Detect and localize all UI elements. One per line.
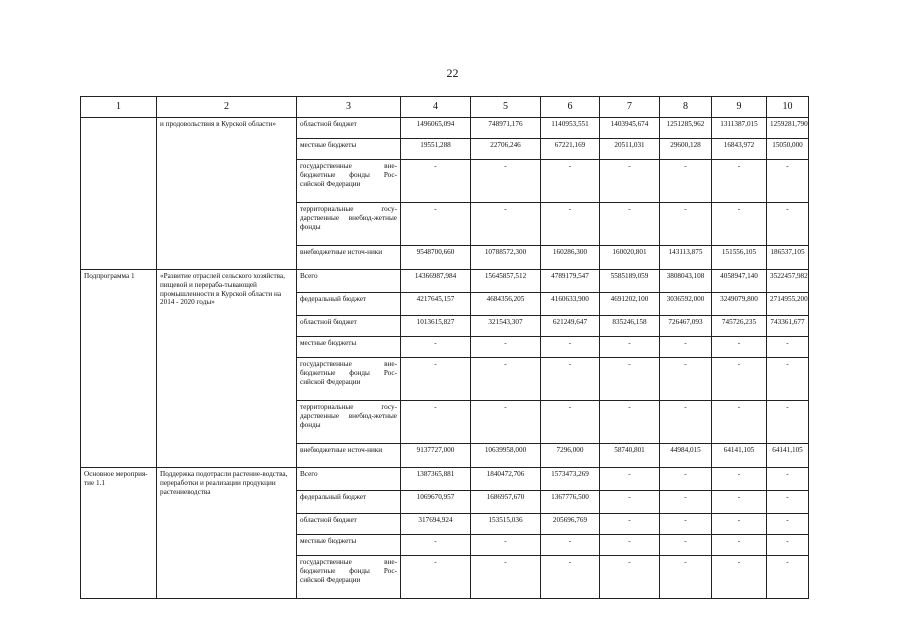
value-cell: 1013615,827 [401, 316, 471, 337]
value-cell: - [541, 401, 600, 444]
funding-source-cell: территориальные госу-дарственные внебюд-жетные фонды [297, 203, 401, 246]
value-cell: - [401, 401, 471, 444]
column-header: 1 [81, 97, 157, 118]
value-cell: - [600, 514, 660, 535]
value-cell: - [600, 556, 660, 599]
value-cell: 4217645,157 [401, 293, 471, 316]
program-name-cell: и продовольствия в Курской области» [157, 118, 297, 270]
column-header: 5 [471, 97, 541, 118]
value-cell: - [767, 401, 809, 444]
program-name-cell: «Развитие отраслей сельского хозяйства, пищевой и перераба-тывающей промышленности в Курской области на 2014 - 2020 годы» [157, 270, 297, 468]
value-cell: - [660, 401, 712, 444]
value-cell: - [660, 358, 712, 401]
value-cell: - [600, 535, 660, 556]
funding-source-cell: местные бюджеты [297, 139, 401, 160]
value-cell: - [660, 556, 712, 599]
value-cell: - [471, 556, 541, 599]
value-cell: 153515,036 [471, 514, 541, 535]
value-cell: - [401, 358, 471, 401]
value-cell: - [767, 535, 809, 556]
value-cell: 1251285,962 [660, 118, 712, 139]
page-number: 22 [446, 66, 459, 80]
value-cell: - [471, 358, 541, 401]
value-cell: - [767, 337, 809, 358]
value-cell: 4691202,100 [600, 293, 660, 316]
value-cell: 317694,924 [401, 514, 471, 535]
value-cell: 1686957,670 [471, 491, 541, 514]
value-cell: - [767, 358, 809, 401]
funding-source-cell: местные бюджеты [297, 337, 401, 358]
value-cell: - [600, 401, 660, 444]
value-cell: 64141,105 [712, 444, 767, 468]
value-cell: 20511,031 [600, 139, 660, 160]
value-cell: 160020,801 [600, 246, 660, 270]
value-cell: - [541, 337, 600, 358]
program-code-cell [81, 118, 157, 270]
value-cell: - [660, 337, 712, 358]
value-cell: - [660, 468, 712, 491]
value-cell: 9137727,000 [401, 444, 471, 468]
value-cell: 1403945,674 [600, 118, 660, 139]
value-cell: 621249,647 [541, 316, 600, 337]
value-cell: 16843,972 [712, 139, 767, 160]
value-cell: - [660, 203, 712, 246]
value-cell: - [471, 337, 541, 358]
value-cell: 186537,105 [767, 246, 809, 270]
funding-source-cell: местные бюджеты [297, 535, 401, 556]
value-cell: 1840472,706 [471, 468, 541, 491]
program-code-cell: Подпрограмма 1 [81, 270, 157, 468]
value-cell: 10788572,300 [471, 246, 541, 270]
value-cell: 67221,169 [541, 139, 600, 160]
value-cell: - [471, 160, 541, 203]
funding-source-cell: областной бюджет [297, 514, 401, 535]
value-cell: - [600, 491, 660, 514]
table-row [81, 270, 809, 293]
column-header: 4 [401, 97, 471, 118]
value-cell: 4058947,140 [712, 270, 767, 293]
value-cell: - [712, 337, 767, 358]
value-cell: 1367776,500 [541, 491, 600, 514]
value-cell: 3249079,800 [712, 293, 767, 316]
funding-source-cell: Всего [297, 270, 401, 293]
value-cell: - [401, 535, 471, 556]
value-cell: - [767, 491, 809, 514]
value-cell: - [660, 491, 712, 514]
table-row [81, 468, 809, 491]
value-cell: - [600, 160, 660, 203]
value-cell: 4160633,900 [541, 293, 600, 316]
value-cell: - [471, 401, 541, 444]
value-cell: 22706,246 [471, 139, 541, 160]
value-cell: - [600, 358, 660, 401]
value-cell: 726467,093 [660, 316, 712, 337]
value-cell: - [600, 337, 660, 358]
value-cell: 15050,000 [767, 139, 809, 160]
value-cell: - [541, 358, 600, 401]
funding-source-cell: государственные вне-бюджетные фонды Рос-сийской Федерации [297, 556, 401, 599]
value-cell: - [401, 556, 471, 599]
funding-source-cell: областной бюджет [297, 118, 401, 139]
funding-source-cell: внебюджетные источ-ники [297, 246, 401, 270]
value-cell: - [712, 556, 767, 599]
value-cell: - [660, 160, 712, 203]
value-cell: - [712, 514, 767, 535]
value-cell: 29600,128 [660, 139, 712, 160]
value-cell: 58740,801 [600, 444, 660, 468]
value-cell: - [712, 358, 767, 401]
column-header: 6 [541, 97, 600, 118]
value-cell: 143113,875 [660, 246, 712, 270]
value-cell: - [600, 203, 660, 246]
value-cell: 3036592,000 [660, 293, 712, 316]
value-cell: 3522457,982 [767, 270, 809, 293]
value-cell: 10639958,000 [471, 444, 541, 468]
funding-source-cell: областной бюджет [297, 316, 401, 337]
value-cell: 7296,000 [541, 444, 600, 468]
value-cell: - [767, 468, 809, 491]
value-cell: 14366987,984 [401, 270, 471, 293]
column-header: 9 [712, 97, 767, 118]
value-cell: 9548700,660 [401, 246, 471, 270]
value-cell: 160286,300 [541, 246, 600, 270]
funding-source-cell: федеральный бюджет [297, 491, 401, 514]
program-code-cell: Основное мероприя-тие 1.1 [81, 468, 157, 599]
value-cell: - [541, 535, 600, 556]
value-cell: - [712, 203, 767, 246]
table-body [81, 118, 809, 599]
value-cell: 745726,235 [712, 316, 767, 337]
header-row [81, 97, 809, 118]
value-cell: 151556,105 [712, 246, 767, 270]
value-cell: 2714955,200 [767, 293, 809, 316]
value-cell: - [712, 535, 767, 556]
column-header: 8 [660, 97, 712, 118]
column-header: 2 [157, 97, 297, 118]
column-header: 3 [297, 97, 401, 118]
value-cell: 1259281,790 [767, 118, 809, 139]
value-cell: 3808043,108 [660, 270, 712, 293]
value-cell: - [600, 468, 660, 491]
value-cell: - [401, 203, 471, 246]
value-cell: - [767, 160, 809, 203]
value-cell: - [541, 556, 600, 599]
table-row [81, 118, 809, 139]
value-cell: 1069670,957 [401, 491, 471, 514]
value-cell: - [541, 160, 600, 203]
value-cell: - [767, 203, 809, 246]
funding-source-cell: территориальные госу-дарственные внебюд-жетные фонды [297, 401, 401, 444]
budget-table [80, 96, 809, 599]
value-cell: 1573473,269 [541, 468, 600, 491]
value-cell: 1496065,094 [401, 118, 471, 139]
value-cell: 748971,176 [471, 118, 541, 139]
value-cell: 4789179,547 [541, 270, 600, 293]
value-cell: 1387365,881 [401, 468, 471, 491]
value-cell: 205696,769 [541, 514, 600, 535]
value-cell: - [712, 160, 767, 203]
value-cell: 64141,105 [767, 444, 809, 468]
value-cell: 321543,307 [471, 316, 541, 337]
program-name-cell: Поддержка подотрасли растение-водства, переработки и реализации продукции растениеводства [157, 468, 297, 599]
funding-source-cell: внебюджетные источ-ники [297, 444, 401, 468]
value-cell: - [660, 514, 712, 535]
value-cell: 1311387,015 [712, 118, 767, 139]
value-cell: 743361,677 [767, 316, 809, 337]
value-cell: - [471, 535, 541, 556]
value-cell: - [471, 203, 541, 246]
value-cell: - [401, 160, 471, 203]
value-cell: 4684356,205 [471, 293, 541, 316]
value-cell: - [712, 491, 767, 514]
funding-source-cell: государственные вне-бюджетные фонды Рос-сийской Федерации [297, 358, 401, 401]
funding-source-cell: государственные вне-бюджетные фонды Рос-сийской Федерации [297, 160, 401, 203]
value-cell: - [767, 556, 809, 599]
value-cell: - [767, 514, 809, 535]
value-cell: 19551,288 [401, 139, 471, 160]
funding-source-cell: федеральный бюджет [297, 293, 401, 316]
funding-source-cell: Всего [297, 468, 401, 491]
value-cell: - [541, 203, 600, 246]
value-cell: 15645857,512 [471, 270, 541, 293]
value-cell: 44984,015 [660, 444, 712, 468]
value-cell: - [401, 337, 471, 358]
value-cell: - [712, 401, 767, 444]
value-cell: 835246,158 [600, 316, 660, 337]
value-cell: 5585189,059 [600, 270, 660, 293]
value-cell: 1140953,551 [541, 118, 600, 139]
column-header: 10 [767, 97, 809, 118]
column-header: 7 [600, 97, 660, 118]
value-cell: - [660, 535, 712, 556]
value-cell: - [712, 468, 767, 491]
